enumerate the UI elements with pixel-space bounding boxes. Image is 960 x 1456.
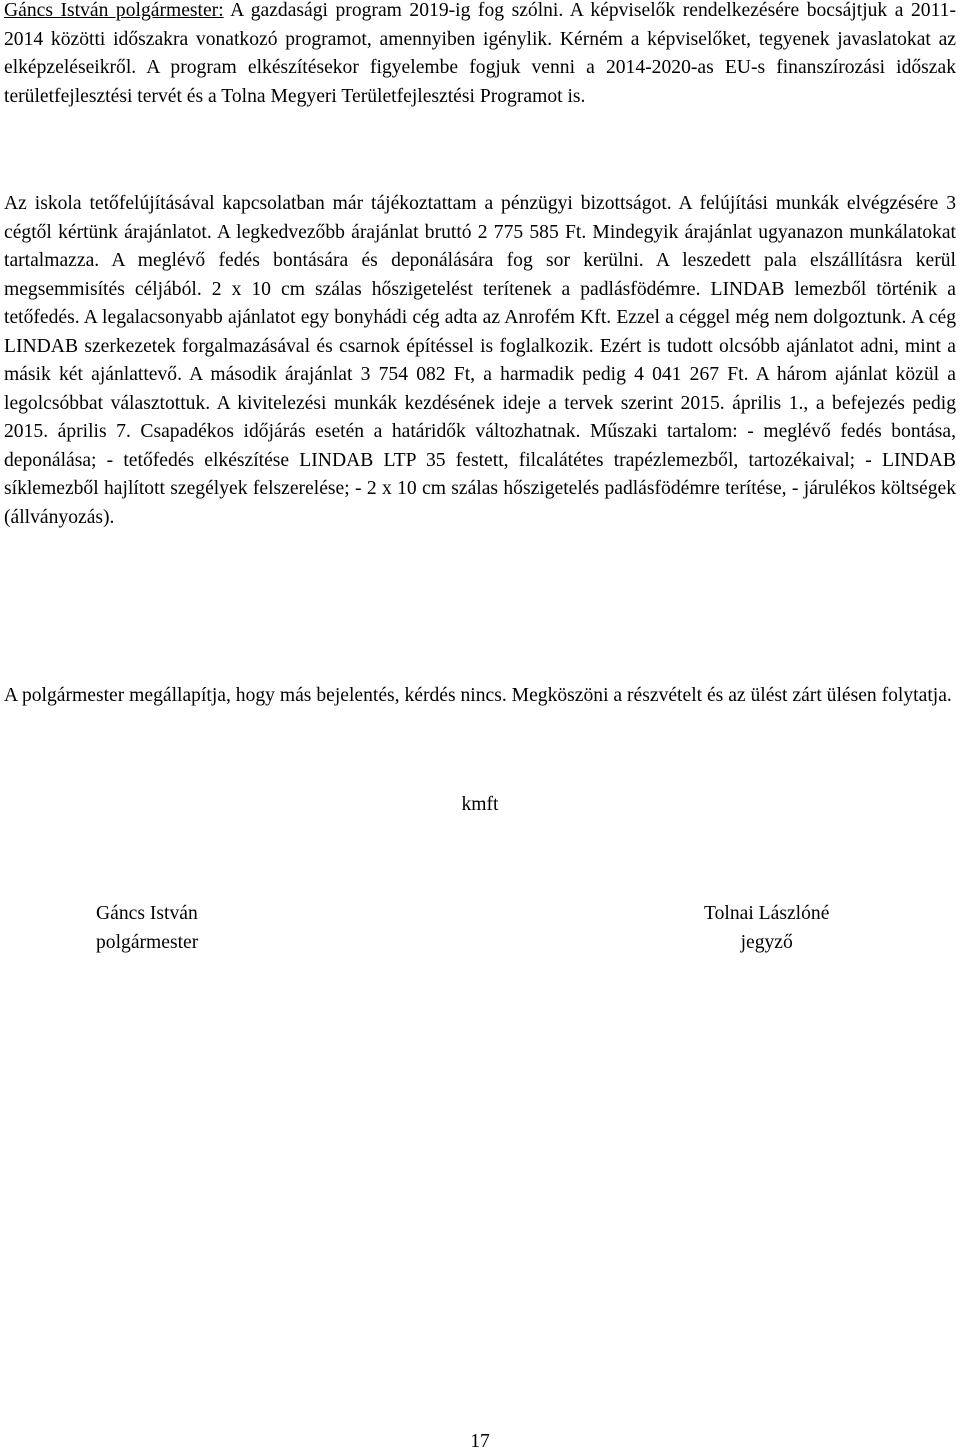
signature-title: polgármester [96,931,199,953]
paragraph-school-roof-renovation: Az iskola tetőfelújításával kapcsolatban már tájékoztattam a pénzügyi bizottságot. A felújítási munkák elvégzésére 3 cégtől kértünk árajánlatot. A legkedvezőbb árajánlat bruttó 2 775 585 Ft. Mindegyik árajánlat ugyanazon munkálatokat tartalmazza. A meglévő fedés bontására és deponálására fog sor kerülni. A leszedett pala elszállításra kerül megsemmisítés céljából. 2 x 10 cm szálas hőszigetelést terítenek a padlásfödémre. LINDAB lemezből történik a tetőfedés. A legalacsonyabb ajánlatot egy bonyhádi cég adta az Anrofém Kft. Ezzel a céggel még nem dolgoztunk. A cég LINDAB szerkezetek forgalmazásával és csarnok építéssel is foglalkozik. Ezért is tudott olcsóbb ajánlatot adni, mint a másik két ajánlattevő. A második árajánlat 3 754 082 Ft, a harmadik pedig 4 041 267 Ft. A három ajánlat közül a legolcsóbbat választottuk. A kivitelezési munkák kezdésének ideje a tervek szerint 2015. április 1., a befejezés pedig 2015. április 7. Csapadékos időjárás esetén a határidők változhatnak. Műszaki tartalom: - meglévő fedés bontása, deponálása; - tetőfedés elkészítése LINDAB LTP 35 festett, filcalátétes trapézlemezből, tartozékaival; - LINDAB síklemezből hajlított szegélyek felszerelése; - 2 x 10 cm szálas hőszigetelés padlásfödémre terítése, - járulékos költségek (állványozás). [4,193,956,528]
paragraph-mayor-statement [4,0,956,111]
signature-title: jegyző [740,931,793,953]
signature-name: Gáncs István [96,903,198,924]
kmft-mark: kmft [461,794,499,815]
paragraph-closing-statement: A polgármester megállapítja, hogy más bejelentés, kérdés nincs. Megköszöni a részvételt és az ülést zárt ülésen folytatja. [4,685,952,706]
signature-name: Tolnai Lászlóné [704,903,830,924]
page-number: 17 [470,1431,490,1452]
paragraph-mayor-statement-text: A gazdasági program 2019-ig fog szólni. A képviselők rendelkezésére bocsájtjuk a 2011-2014 közötti időszakra vonatkozó programot, amennyiben igénylik. Kérném a képviselőket, tegyenek javaslatokat az elképzeléseikről. A program elkészítésekor figyelembe fogjuk venni a 2014-2020-as EU-s finanszírozási időszak területfejlesztési tervét és a Tolna Megyeri Területfejlesztési Programot is. [4,0,956,107]
signature-block-notary [704,900,829,957]
speaker-label: Gáncs István polgármester: [4,0,224,21]
signature-block-mayor [96,900,198,957]
